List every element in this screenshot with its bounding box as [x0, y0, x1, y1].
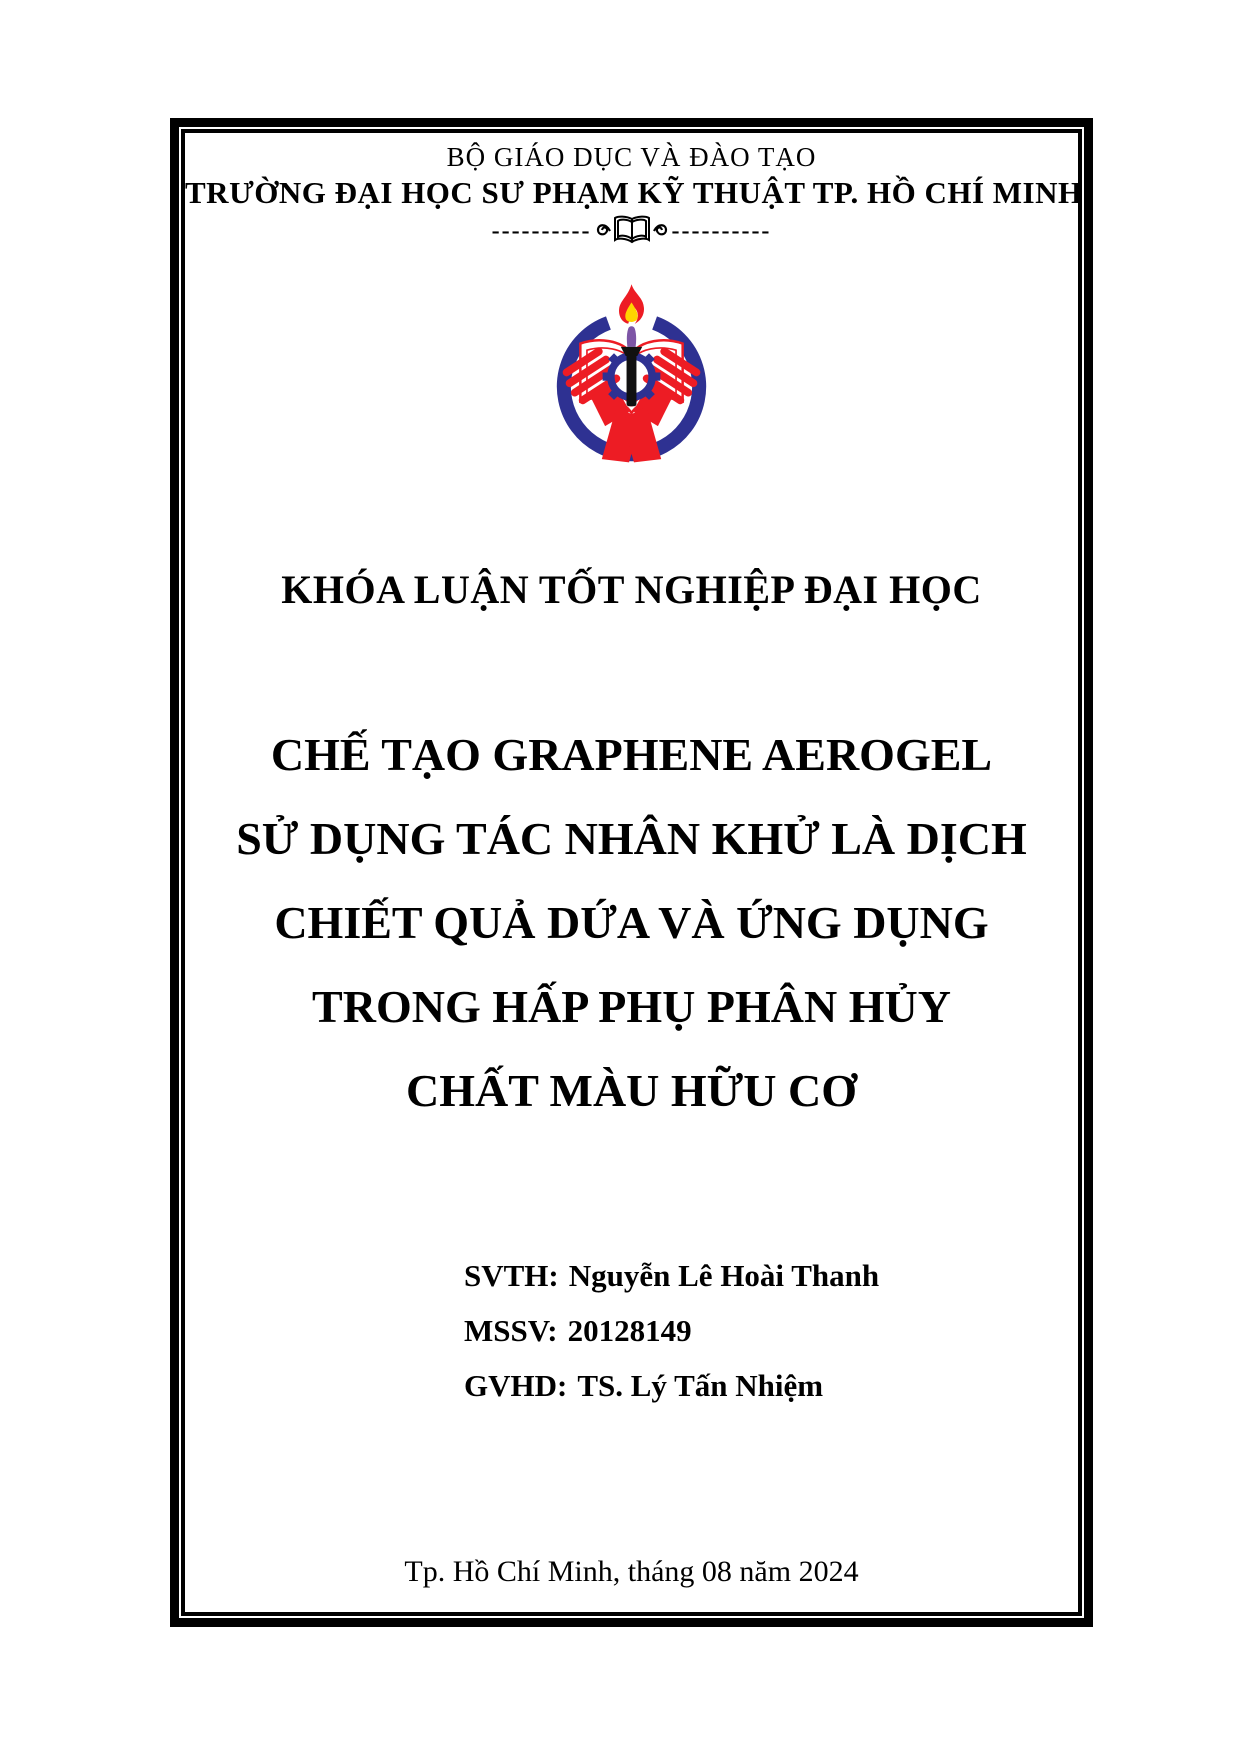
gvhd-label: GVHD:: [464, 1368, 568, 1403]
thesis-title-line: CHẾ TẠO GRAPHENE AEROGEL: [270, 729, 993, 780]
student-id-row: [464, 1303, 879, 1358]
place-and-date: Tp. Hồ Chí Minh, tháng 08 năm 2024: [404, 1555, 859, 1588]
university-logo: [185, 271, 1078, 469]
student-name-row: [464, 1248, 879, 1303]
thesis-title-line: SỬ DỤNG TÁC NHÂN KHỬ LÀ DỊCH: [236, 813, 1027, 864]
svth-label: SVTH:: [464, 1258, 559, 1293]
document-type-heading: KHÓA LUẬN TỐT NGHIỆP ĐẠI HỌC: [281, 567, 982, 612]
thesis-title-line: CHIẾT QUẢ DỨA VÀ ỨNG DỤNG: [274, 897, 989, 948]
page-border-frame-inner: [181, 129, 1082, 1616]
page-border-frame: [170, 118, 1093, 1627]
thesis-title-line: CHẤT MÀU HỮU CƠ: [405, 1065, 858, 1116]
ministry-name: BỘ GIÁO DỤC VÀ ĐÀO TẠO: [446, 142, 817, 172]
mssv-label: MSSV:: [464, 1313, 558, 1348]
logo-flame: [619, 284, 644, 324]
thesis-title: [185, 713, 1078, 1133]
mssv-value: 20128149: [567, 1313, 692, 1348]
gvhd-value: TS. Lý Tấn Nhiệm: [577, 1368, 824, 1403]
advisor-row: [464, 1358, 879, 1413]
university-name: TRƯỜNG ĐẠI HỌC SƯ PHẠM KỸ THUẬT TP. HỒ CHÍ MINH: [185, 175, 1083, 210]
thesis-title-line: TRONG HẤP PHỤ PHÂN HỦY: [312, 981, 951, 1032]
open-book-ornament-icon: [594, 215, 670, 247]
student-info-block: [464, 1248, 879, 1413]
divider-dashes-left: ----------: [491, 218, 592, 244]
divider-dashes-right: ----------: [671, 218, 772, 244]
ornament-divider: [185, 215, 1078, 247]
svth-value: Nguyễn Lê Hoài Thanh: [568, 1258, 880, 1293]
